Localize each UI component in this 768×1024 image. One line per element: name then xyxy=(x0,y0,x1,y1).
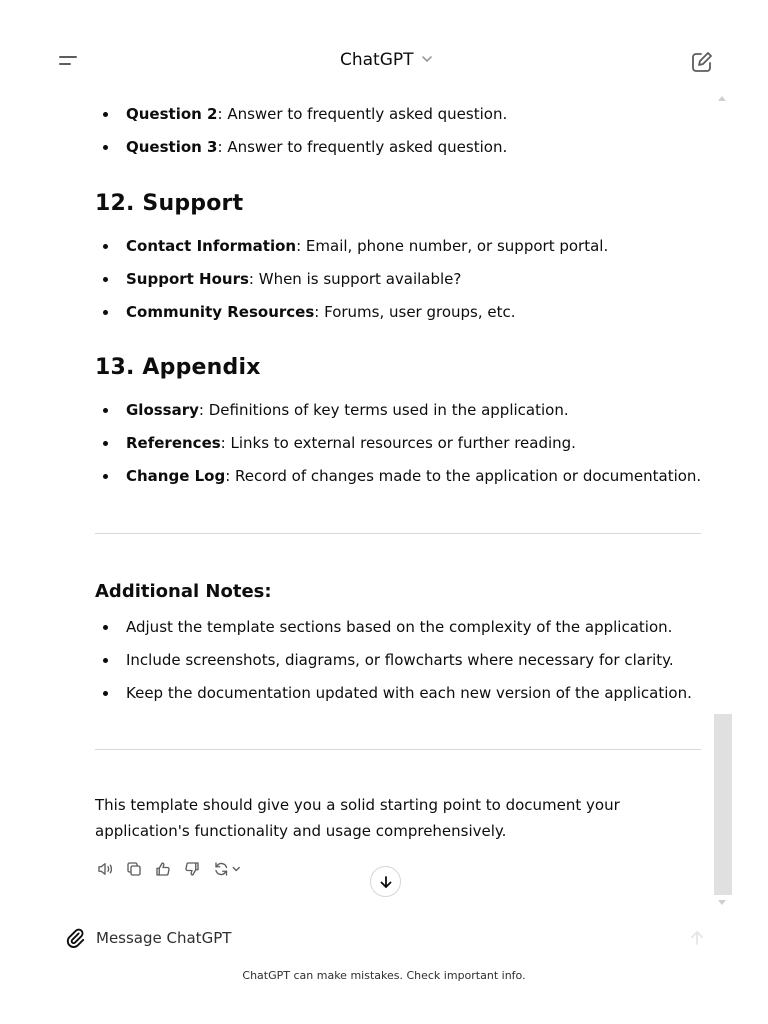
list-item: Adjust the template sections based on the complexity of the application. xyxy=(95,617,705,650)
list-item: Question 3: Answer to frequently asked question. xyxy=(95,137,705,170)
scroll-down-arrow-icon[interactable] xyxy=(718,900,726,905)
model-selector[interactable] xyxy=(340,50,434,70)
list-item: Question 2: Answer to frequently asked question. xyxy=(95,104,705,137)
list-item: Keep the documentation updated with each new version of the application. xyxy=(95,683,705,716)
message-actions xyxy=(95,858,245,880)
scrollbar-thumb[interactable] xyxy=(714,714,732,895)
list-item: Community Resources: Forums, user groups, etc. xyxy=(95,302,705,335)
chevron-down-icon xyxy=(420,51,434,70)
message-input[interactable] xyxy=(96,926,676,950)
thumbs-down-icon[interactable] xyxy=(182,858,202,880)
divider xyxy=(95,749,701,750)
divider xyxy=(95,533,701,534)
list-item: Include screenshots, diagrams, or flowcharts where necessary for clarity. xyxy=(95,650,705,683)
read-aloud-icon[interactable] xyxy=(95,858,115,880)
list-item: Change Log: Record of changes made to the application or documentation. xyxy=(95,466,705,499)
page-title: ChatGPT xyxy=(340,50,414,70)
message-composer xyxy=(56,918,716,958)
notes-heading: Additional Notes: xyxy=(95,581,272,602)
arrow-down-icon xyxy=(378,874,394,890)
copy-icon[interactable] xyxy=(124,858,144,880)
notes-list xyxy=(95,617,705,716)
paperclip-icon[interactable] xyxy=(64,927,86,949)
top-bar xyxy=(0,0,768,92)
new-chat-edit-icon[interactable] xyxy=(688,48,716,76)
appendix-heading: 13. Appendix xyxy=(95,355,261,380)
list-item: Support Hours: When is support available? xyxy=(95,269,705,302)
send-arrow-icon[interactable] xyxy=(686,927,708,949)
faq-list xyxy=(95,104,705,170)
disclaimer-text: ChatGPT can make mistakes. Check important info. xyxy=(242,969,526,982)
sidebar-menu-icon[interactable] xyxy=(54,48,82,76)
regenerate-icon[interactable] xyxy=(211,858,245,880)
scroll-up-arrow-icon[interactable] xyxy=(718,96,726,101)
thumbs-up-icon[interactable] xyxy=(153,858,173,880)
support-list xyxy=(95,236,705,335)
closing-paragraph: This template should give you a solid starting point to document your application's functionality and usage comprehensively. xyxy=(95,796,620,840)
appendix-list xyxy=(95,400,705,499)
scroll-to-bottom-button[interactable] xyxy=(370,866,401,897)
list-item: Contact Information: Email, phone number, or support portal. xyxy=(95,236,705,269)
list-item: References: Links to external resources or further reading. xyxy=(95,433,705,466)
list-item: Glossary: Definitions of key terms used in the application. xyxy=(95,400,705,433)
support-heading: 12. Support xyxy=(95,191,244,216)
